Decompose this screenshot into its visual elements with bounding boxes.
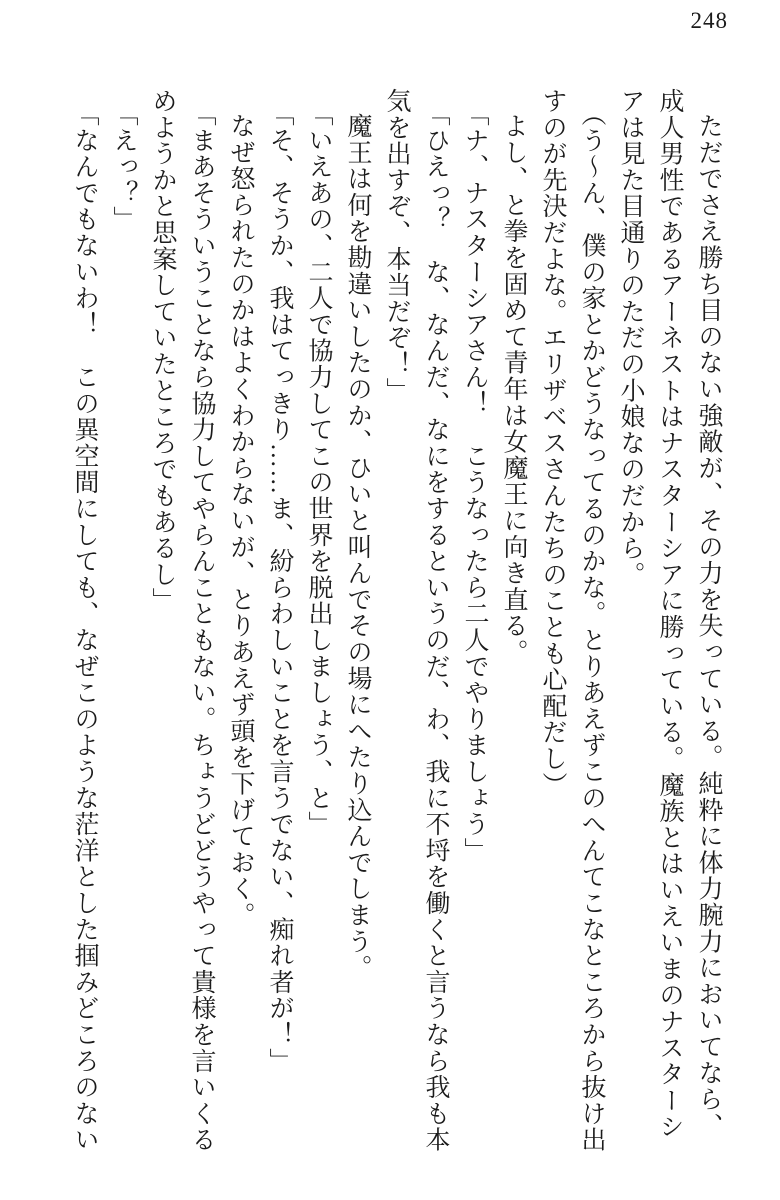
paragraph: なぜ怒られたのかはよくわからないが、とりあえず頭を下げておく。 [227, 113, 254, 929]
paragraph: 「まあそういうことなら協力してやらんこともない。ちょうどどうやって貴様を言いくるめようかと思案していたところでもあるし」 [149, 88, 215, 1153]
paragraph: 魔王は何を勘違いしたのか、ひいと叫んでその場にへたり込んでしまう。 [344, 113, 371, 981]
paragraph: 「そ、そうか、我はてっきり……ま、紛らわしいことを言うでない、痴れ者が！」 [266, 100, 293, 1074]
paragraph: 「えっ？」 [110, 100, 137, 232]
paragraph: 「ナ、ナスターシアさん！ こうなったら二人でやりましょう」 [461, 100, 488, 864]
page-number: 248 [690, 8, 728, 33]
paragraph: 「ひえっ？ な、なんだ、なにをするというのだ、わ、我に不埒を働くと言うなら我も本気を出すぞ、本当だぞ！」 [383, 88, 449, 1153]
paragraph: よし、と拳を固めて青年は女魔王に向き直る。 [500, 113, 527, 666]
paragraph: 「なんでもないわ！ この異空間にしても、なぜこのような茫洋とした掴みどころのない [71, 100, 98, 1153]
paragraph: 「いえあの、二人で協力してこの世界を脱出しましょう、と」 [305, 100, 332, 837]
paragraph: ただでさえ勝ち目のない強敵が、その力を失っている。純粋に体力腕力においてなら、成人男性であるアーネストはナスターシアに勝っている。魔族とはいえいまのナスターシアは見た目通りのただの小娘なのだから。 [617, 88, 722, 1140]
text-body [65, 88, 728, 1154]
paragraph: （う～ん、僕の家とかどうなってるのかな。とりあえずこのへんてこなところから抜け出すのが先決だよな。エリザベスさんたちのことも心配だし） [539, 88, 605, 1153]
